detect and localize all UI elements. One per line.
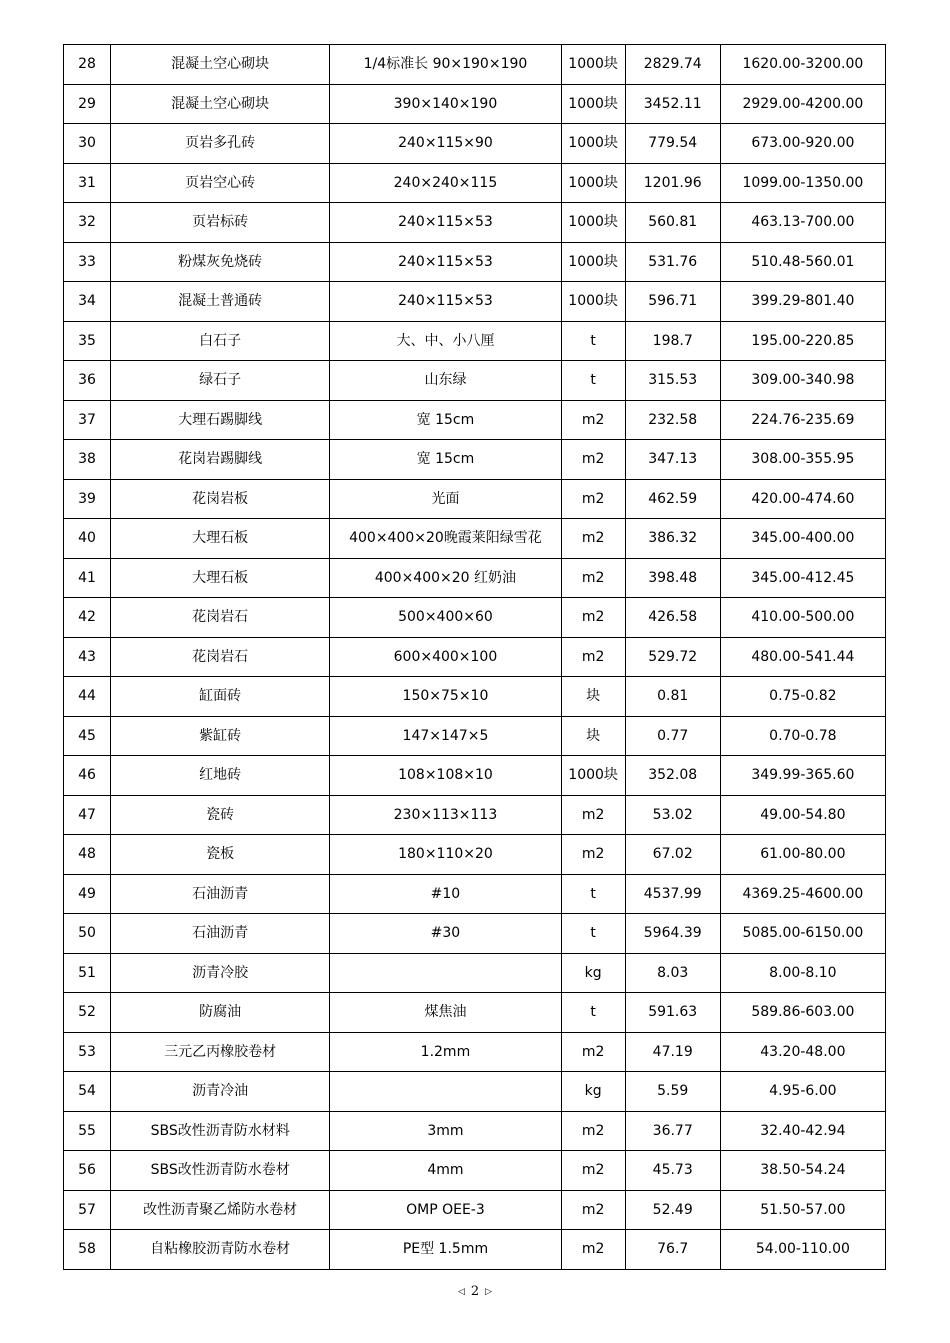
material-name-cell: 三元乙丙橡胶卷材 bbox=[111, 1032, 330, 1072]
price-range-cell: 1620.00-3200.00 bbox=[720, 45, 885, 85]
table-row bbox=[64, 282, 886, 322]
table-row bbox=[64, 558, 886, 598]
row-number-cell: 34 bbox=[64, 282, 111, 322]
price-range-cell: 0.75-0.82 bbox=[720, 677, 885, 717]
material-name-cell: 花岗岩踢脚线 bbox=[111, 440, 330, 480]
row-number-cell: 45 bbox=[64, 716, 111, 756]
material-name-cell: 缸面砖 bbox=[111, 677, 330, 717]
material-name-cell: 花岗岩板 bbox=[111, 479, 330, 519]
specification-cell: PE型 1.5mm bbox=[330, 1230, 561, 1270]
price-range-cell: 5085.00-6150.00 bbox=[720, 914, 885, 954]
specification-cell: 1.2mm bbox=[330, 1032, 561, 1072]
row-number-cell: 28 bbox=[64, 45, 111, 85]
average-price-cell: 47.19 bbox=[625, 1032, 720, 1072]
unit-cell: 1000块 bbox=[561, 124, 625, 164]
unit-cell: m2 bbox=[561, 1190, 625, 1230]
specification-cell: 230×113×113 bbox=[330, 795, 561, 835]
average-price-cell: 8.03 bbox=[625, 953, 720, 993]
row-number-cell: 30 bbox=[64, 124, 111, 164]
unit-cell: 块 bbox=[561, 716, 625, 756]
unit-cell: 1000块 bbox=[561, 756, 625, 796]
material-name-cell: 瓷板 bbox=[111, 835, 330, 875]
table-row bbox=[64, 163, 886, 203]
price-table bbox=[63, 44, 886, 1270]
row-number-cell: 42 bbox=[64, 598, 111, 638]
row-number-cell: 52 bbox=[64, 993, 111, 1033]
specification-cell: 108×108×10 bbox=[330, 756, 561, 796]
row-number-cell: 51 bbox=[64, 953, 111, 993]
table-row bbox=[64, 1111, 886, 1151]
specification-cell: 240×240×115 bbox=[330, 163, 561, 203]
average-price-cell: 426.58 bbox=[625, 598, 720, 638]
average-price-cell: 1201.96 bbox=[625, 163, 720, 203]
row-number-cell: 48 bbox=[64, 835, 111, 875]
row-number-cell: 49 bbox=[64, 874, 111, 914]
material-name-cell: 红地砖 bbox=[111, 756, 330, 796]
unit-cell: m2 bbox=[561, 598, 625, 638]
unit-cell: m2 bbox=[561, 519, 625, 559]
page-footer bbox=[0, 1284, 950, 1299]
unit-cell: t bbox=[561, 321, 625, 361]
price-range-cell: 4369.25-4600.00 bbox=[720, 874, 885, 914]
table-row bbox=[64, 835, 886, 875]
unit-cell: 1000块 bbox=[561, 45, 625, 85]
material-name-cell: 石油沥青 bbox=[111, 914, 330, 954]
table-row bbox=[64, 45, 886, 85]
price-range-cell: 2929.00-4200.00 bbox=[720, 84, 885, 124]
specification-cell: 600×400×100 bbox=[330, 637, 561, 677]
specification-cell: 煤焦油 bbox=[330, 993, 561, 1033]
average-price-cell: 5964.39 bbox=[625, 914, 720, 954]
material-name-cell: 防腐油 bbox=[111, 993, 330, 1033]
row-number-cell: 56 bbox=[64, 1151, 111, 1191]
material-name-cell: 页岩空心砖 bbox=[111, 163, 330, 203]
specification-cell: 大、中、小八厘 bbox=[330, 321, 561, 361]
row-number-cell: 46 bbox=[64, 756, 111, 796]
unit-cell: kg bbox=[561, 953, 625, 993]
material-name-cell: 花岗岩石 bbox=[111, 598, 330, 638]
table-body bbox=[64, 45, 886, 1270]
specification-cell: 1/4标准长 90×190×190 bbox=[330, 45, 561, 85]
specification-cell: #30 bbox=[330, 914, 561, 954]
average-price-cell: 352.08 bbox=[625, 756, 720, 796]
material-name-cell: 混凝土普通砖 bbox=[111, 282, 330, 322]
average-price-cell: 386.32 bbox=[625, 519, 720, 559]
table-row bbox=[64, 84, 886, 124]
price-range-cell: 480.00-541.44 bbox=[720, 637, 885, 677]
unit-cell: 1000块 bbox=[561, 242, 625, 282]
table-row bbox=[64, 400, 886, 440]
price-range-cell: 8.00-8.10 bbox=[720, 953, 885, 993]
page-number: 2 bbox=[470, 1284, 480, 1299]
price-range-cell: 510.48-560.01 bbox=[720, 242, 885, 282]
table-row bbox=[64, 795, 886, 835]
unit-cell: t bbox=[561, 361, 625, 401]
specification-cell bbox=[330, 953, 561, 993]
unit-cell: m2 bbox=[561, 440, 625, 480]
table-row bbox=[64, 440, 886, 480]
material-name-cell: 绿石子 bbox=[111, 361, 330, 401]
table-row bbox=[64, 361, 886, 401]
specification-cell: 宽 15cm bbox=[330, 400, 561, 440]
unit-cell: m2 bbox=[561, 795, 625, 835]
row-number-cell: 55 bbox=[64, 1111, 111, 1151]
specification-cell: 240×115×90 bbox=[330, 124, 561, 164]
specification-cell: OMP OEE-3 bbox=[330, 1190, 561, 1230]
material-name-cell: 混凝土空心砌块 bbox=[111, 84, 330, 124]
row-number-cell: 37 bbox=[64, 400, 111, 440]
unit-cell: t bbox=[561, 914, 625, 954]
price-range-cell: 38.50-54.24 bbox=[720, 1151, 885, 1191]
unit-cell: t bbox=[561, 993, 625, 1033]
price-range-cell: 463.13-700.00 bbox=[720, 203, 885, 243]
price-range-cell: 43.20-48.00 bbox=[720, 1032, 885, 1072]
unit-cell: m2 bbox=[561, 558, 625, 598]
specification-cell: 光面 bbox=[330, 479, 561, 519]
average-price-cell: 529.72 bbox=[625, 637, 720, 677]
price-range-cell: 345.00-412.45 bbox=[720, 558, 885, 598]
specification-cell: 3mm bbox=[330, 1111, 561, 1151]
unit-cell: m2 bbox=[561, 1151, 625, 1191]
table-row bbox=[64, 479, 886, 519]
average-price-cell: 347.13 bbox=[625, 440, 720, 480]
material-name-cell: 混凝土空心砌块 bbox=[111, 45, 330, 85]
table-row bbox=[64, 953, 886, 993]
material-name-cell: 页岩标砖 bbox=[111, 203, 330, 243]
row-number-cell: 32 bbox=[64, 203, 111, 243]
material-name-cell: 瓷砖 bbox=[111, 795, 330, 835]
price-range-cell: 4.95-6.00 bbox=[720, 1072, 885, 1112]
average-price-cell: 0.81 bbox=[625, 677, 720, 717]
average-price-cell: 2829.74 bbox=[625, 45, 720, 85]
specification-cell: 150×75×10 bbox=[330, 677, 561, 717]
table-row bbox=[64, 124, 886, 164]
price-range-cell: 399.29-801.40 bbox=[720, 282, 885, 322]
row-number-cell: 47 bbox=[64, 795, 111, 835]
row-number-cell: 43 bbox=[64, 637, 111, 677]
specification-cell: 500×400×60 bbox=[330, 598, 561, 638]
average-price-cell: 0.77 bbox=[625, 716, 720, 756]
average-price-cell: 779.54 bbox=[625, 124, 720, 164]
unit-cell: 1000块 bbox=[561, 84, 625, 124]
table-row bbox=[64, 1190, 886, 1230]
row-number-cell: 33 bbox=[64, 242, 111, 282]
material-name-cell: 花岗岩石 bbox=[111, 637, 330, 677]
table-row bbox=[64, 914, 886, 954]
average-price-cell: 531.76 bbox=[625, 242, 720, 282]
average-price-cell: 45.73 bbox=[625, 1151, 720, 1191]
average-price-cell: 3452.11 bbox=[625, 84, 720, 124]
average-price-cell: 67.02 bbox=[625, 835, 720, 875]
material-name-cell: 白石子 bbox=[111, 321, 330, 361]
price-range-cell: 349.99-365.60 bbox=[720, 756, 885, 796]
unit-cell: m2 bbox=[561, 1111, 625, 1151]
average-price-cell: 232.58 bbox=[625, 400, 720, 440]
table-row bbox=[64, 203, 886, 243]
table-row bbox=[64, 1230, 886, 1270]
unit-cell: m2 bbox=[561, 479, 625, 519]
average-price-cell: 52.49 bbox=[625, 1190, 720, 1230]
specification-cell: 400×400×20 红奶油 bbox=[330, 558, 561, 598]
average-price-cell: 596.71 bbox=[625, 282, 720, 322]
material-name-cell: 大理石踢脚线 bbox=[111, 400, 330, 440]
price-range-cell: 32.40-42.94 bbox=[720, 1111, 885, 1151]
material-name-cell: 改性沥青聚乙烯防水卷材 bbox=[111, 1190, 330, 1230]
price-range-cell: 51.50-57.00 bbox=[720, 1190, 885, 1230]
unit-cell: kg bbox=[561, 1072, 625, 1112]
table-row bbox=[64, 716, 886, 756]
material-name-cell: 沥青冷油 bbox=[111, 1072, 330, 1112]
row-number-cell: 57 bbox=[64, 1190, 111, 1230]
specification-cell: 390×140×190 bbox=[330, 84, 561, 124]
unit-cell: m2 bbox=[561, 1230, 625, 1270]
row-number-cell: 31 bbox=[64, 163, 111, 203]
specification-cell: 240×115×53 bbox=[330, 203, 561, 243]
price-range-cell: 673.00-920.00 bbox=[720, 124, 885, 164]
material-name-cell: 大理石板 bbox=[111, 558, 330, 598]
price-range-cell: 308.00-355.95 bbox=[720, 440, 885, 480]
price-range-cell: 420.00-474.60 bbox=[720, 479, 885, 519]
material-name-cell: 大理石板 bbox=[111, 519, 330, 559]
table-row bbox=[64, 519, 886, 559]
unit-cell: 1000块 bbox=[561, 163, 625, 203]
average-price-cell: 398.48 bbox=[625, 558, 720, 598]
average-price-cell: 462.59 bbox=[625, 479, 720, 519]
unit-cell: 块 bbox=[561, 677, 625, 717]
table-row bbox=[64, 993, 886, 1033]
row-number-cell: 41 bbox=[64, 558, 111, 598]
average-price-cell: 4537.99 bbox=[625, 874, 720, 914]
specification-cell: 山东绿 bbox=[330, 361, 561, 401]
unit-cell: m2 bbox=[561, 637, 625, 677]
average-price-cell: 591.63 bbox=[625, 993, 720, 1033]
table-row bbox=[64, 637, 886, 677]
row-number-cell: 58 bbox=[64, 1230, 111, 1270]
table-row bbox=[64, 242, 886, 282]
next-page-icon: ▷ bbox=[485, 1287, 493, 1297]
row-number-cell: 29 bbox=[64, 84, 111, 124]
specification-cell: 240×115×53 bbox=[330, 242, 561, 282]
average-price-cell: 315.53 bbox=[625, 361, 720, 401]
price-range-cell: 224.76-235.69 bbox=[720, 400, 885, 440]
price-range-cell: 61.00-80.00 bbox=[720, 835, 885, 875]
specification-cell: 180×110×20 bbox=[330, 835, 561, 875]
price-range-cell: 589.86-603.00 bbox=[720, 993, 885, 1033]
row-number-cell: 35 bbox=[64, 321, 111, 361]
unit-cell: m2 bbox=[561, 400, 625, 440]
unit-cell: m2 bbox=[561, 1032, 625, 1072]
specification-cell: 4mm bbox=[330, 1151, 561, 1191]
specification-cell bbox=[330, 1072, 561, 1112]
price-range-cell: 0.70-0.78 bbox=[720, 716, 885, 756]
price-range-cell: 345.00-400.00 bbox=[720, 519, 885, 559]
price-range-cell: 1099.00-1350.00 bbox=[720, 163, 885, 203]
material-name-cell: 粉煤灰免烧砖 bbox=[111, 242, 330, 282]
table-row bbox=[64, 321, 886, 361]
table-row bbox=[64, 1151, 886, 1191]
average-price-cell: 198.7 bbox=[625, 321, 720, 361]
unit-cell: 1000块 bbox=[561, 282, 625, 322]
unit-cell: m2 bbox=[561, 835, 625, 875]
table-row bbox=[64, 756, 886, 796]
table-row bbox=[64, 598, 886, 638]
average-price-cell: 36.77 bbox=[625, 1111, 720, 1151]
material-name-cell: 沥青冷胶 bbox=[111, 953, 330, 993]
specification-cell: 400×400×20晚霞莱阳绿雪花 bbox=[330, 519, 561, 559]
table-row bbox=[64, 1072, 886, 1112]
material-name-cell: 自粘橡胶沥青防水卷材 bbox=[111, 1230, 330, 1270]
row-number-cell: 53 bbox=[64, 1032, 111, 1072]
price-range-cell: 54.00-110.00 bbox=[720, 1230, 885, 1270]
material-name-cell: 石油沥青 bbox=[111, 874, 330, 914]
specification-cell: #10 bbox=[330, 874, 561, 914]
unit-cell: 1000块 bbox=[561, 203, 625, 243]
table-row bbox=[64, 1032, 886, 1072]
row-number-cell: 39 bbox=[64, 479, 111, 519]
price-range-cell: 195.00-220.85 bbox=[720, 321, 885, 361]
specification-cell: 147×147×5 bbox=[330, 716, 561, 756]
row-number-cell: 38 bbox=[64, 440, 111, 480]
specification-cell: 240×115×53 bbox=[330, 282, 561, 322]
specification-cell: 宽 15cm bbox=[330, 440, 561, 480]
material-name-cell: SBS改性沥青防水材料 bbox=[111, 1111, 330, 1151]
material-name-cell: 页岩多孔砖 bbox=[111, 124, 330, 164]
table-row bbox=[64, 677, 886, 717]
row-number-cell: 36 bbox=[64, 361, 111, 401]
price-range-cell: 410.00-500.00 bbox=[720, 598, 885, 638]
row-number-cell: 54 bbox=[64, 1072, 111, 1112]
prev-page-icon: ◁ bbox=[457, 1287, 465, 1297]
average-price-cell: 560.81 bbox=[625, 203, 720, 243]
average-price-cell: 5.59 bbox=[625, 1072, 720, 1112]
average-price-cell: 53.02 bbox=[625, 795, 720, 835]
row-number-cell: 40 bbox=[64, 519, 111, 559]
material-name-cell: 紫缸砖 bbox=[111, 716, 330, 756]
average-price-cell: 76.7 bbox=[625, 1230, 720, 1270]
material-name-cell: SBS改性沥青防水卷材 bbox=[111, 1151, 330, 1191]
row-number-cell: 50 bbox=[64, 914, 111, 954]
table-row bbox=[64, 874, 886, 914]
price-range-cell: 49.00-54.80 bbox=[720, 795, 885, 835]
price-range-cell: 309.00-340.98 bbox=[720, 361, 885, 401]
row-number-cell: 44 bbox=[64, 677, 111, 717]
unit-cell: t bbox=[561, 874, 625, 914]
